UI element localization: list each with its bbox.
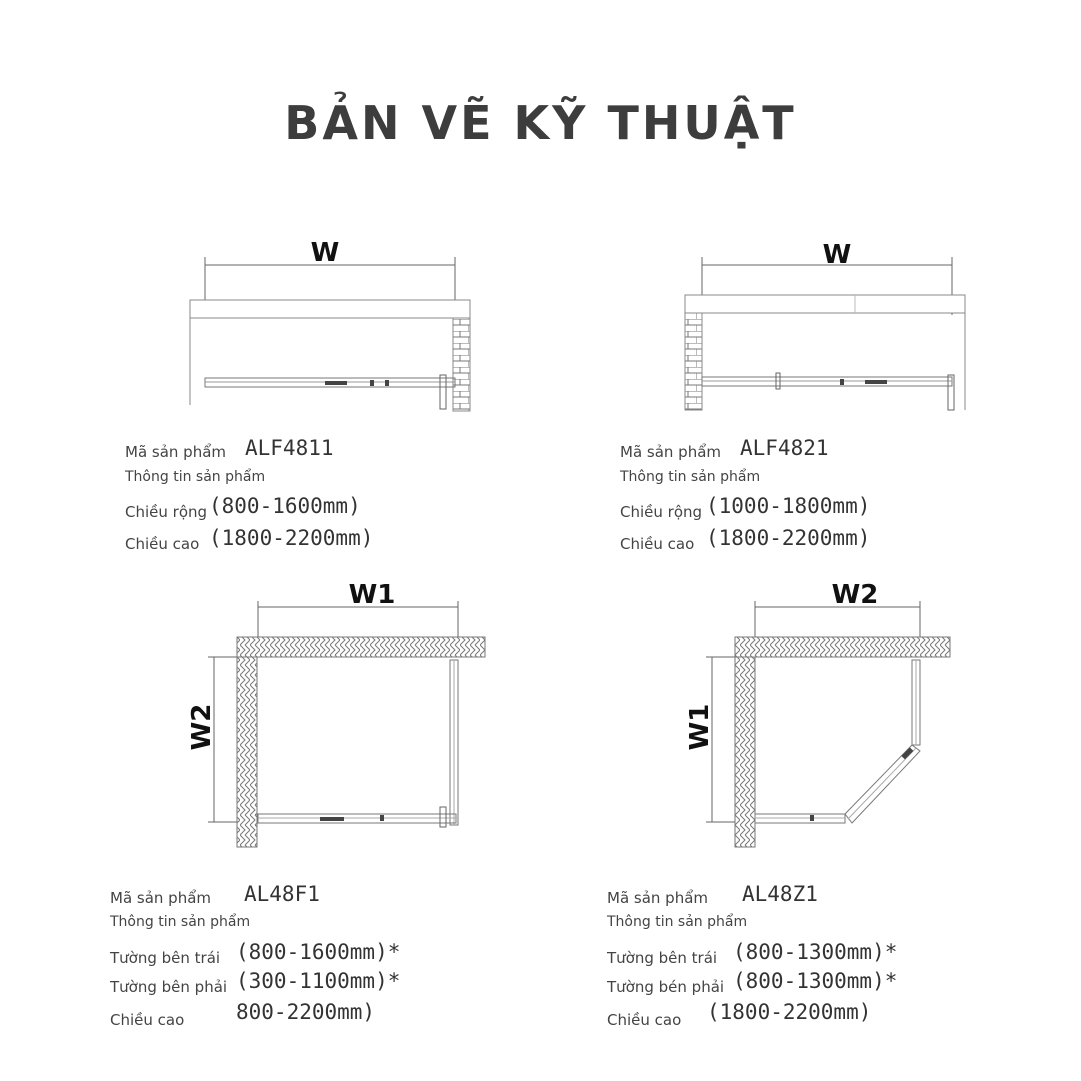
info-label: Thông tin sản phẩm — [110, 914, 251, 930]
spec-value: (1800-2200mm) — [706, 526, 871, 550]
spec-value: (800-1600mm)* — [236, 940, 401, 964]
drawing-al48z1 — [680, 575, 980, 860]
info-label: Thông tin sản phẩm — [125, 469, 266, 485]
info-label: Thông tin sản phẩm — [620, 469, 761, 485]
wall-left — [685, 313, 702, 410]
spec-value: (800-1300mm)* — [733, 969, 898, 993]
dim-label-w2: W2 — [831, 580, 879, 610]
dim-label-w: W — [310, 238, 340, 268]
code-label: Mã sản phẩm — [620, 443, 722, 461]
code-label: Mã sản phẩm — [125, 443, 227, 461]
spec-label: Chiều cao — [125, 535, 200, 553]
spec-label: Tường bên trái — [607, 949, 718, 967]
product-code: AL48Z1 — [742, 882, 818, 906]
product-code: ALF4821 — [740, 436, 829, 460]
spec-alf4811 — [125, 436, 465, 556]
page-title: BẢN VẼ KỸ THUẬT — [284, 96, 797, 150]
spec-alf4821 — [620, 436, 960, 556]
code-label: Mã sản phẩm — [607, 889, 709, 907]
spec-label: Chiều rộng — [620, 503, 703, 521]
spec-label: Chiều cao — [620, 535, 695, 553]
spec-value: (800-1600mm) — [209, 494, 361, 518]
spec-al48z1 — [607, 882, 967, 1032]
dim-label-w1: W1 — [685, 703, 715, 751]
product-code: AL48F1 — [244, 882, 320, 906]
wall-right — [453, 318, 470, 411]
spec-label: Chiều cao — [607, 1011, 682, 1029]
drawing-alf4811 — [180, 235, 480, 420]
drawing-al48f1 — [180, 575, 500, 860]
dim-label-w: W — [822, 240, 852, 270]
spec-value: 800-2200mm) — [236, 1000, 376, 1024]
dim-label-w2: W2 — [187, 703, 217, 751]
drawing-alf4821 — [680, 235, 980, 420]
spec-label: Tường bén phải — [607, 978, 725, 996]
wall-left — [735, 657, 755, 847]
wall-top — [735, 637, 950, 657]
wall-top — [237, 637, 485, 657]
info-label: Thông tin sản phẩm — [607, 914, 748, 930]
wall-left — [237, 657, 257, 847]
spec-al48f1 — [110, 882, 470, 1032]
spec-value: (300-1100mm)* — [236, 969, 401, 993]
dim-label-w1: W1 — [348, 580, 396, 610]
spec-label: Tường bên phải — [110, 978, 228, 996]
spec-value: (800-1300mm)* — [733, 940, 898, 964]
spec-label: Chiều cao — [110, 1011, 185, 1029]
spec-label: Tường bên trái — [110, 949, 221, 967]
spec-label: Chiều rộng — [125, 503, 208, 521]
spec-value: (1000-1800mm) — [706, 494, 871, 518]
product-code: ALF4811 — [245, 436, 334, 460]
spec-value: (1800-2200mm) — [209, 526, 374, 550]
code-label: Mã sản phẩm — [110, 889, 212, 907]
spec-value: (1800-2200mm) — [707, 1000, 872, 1024]
